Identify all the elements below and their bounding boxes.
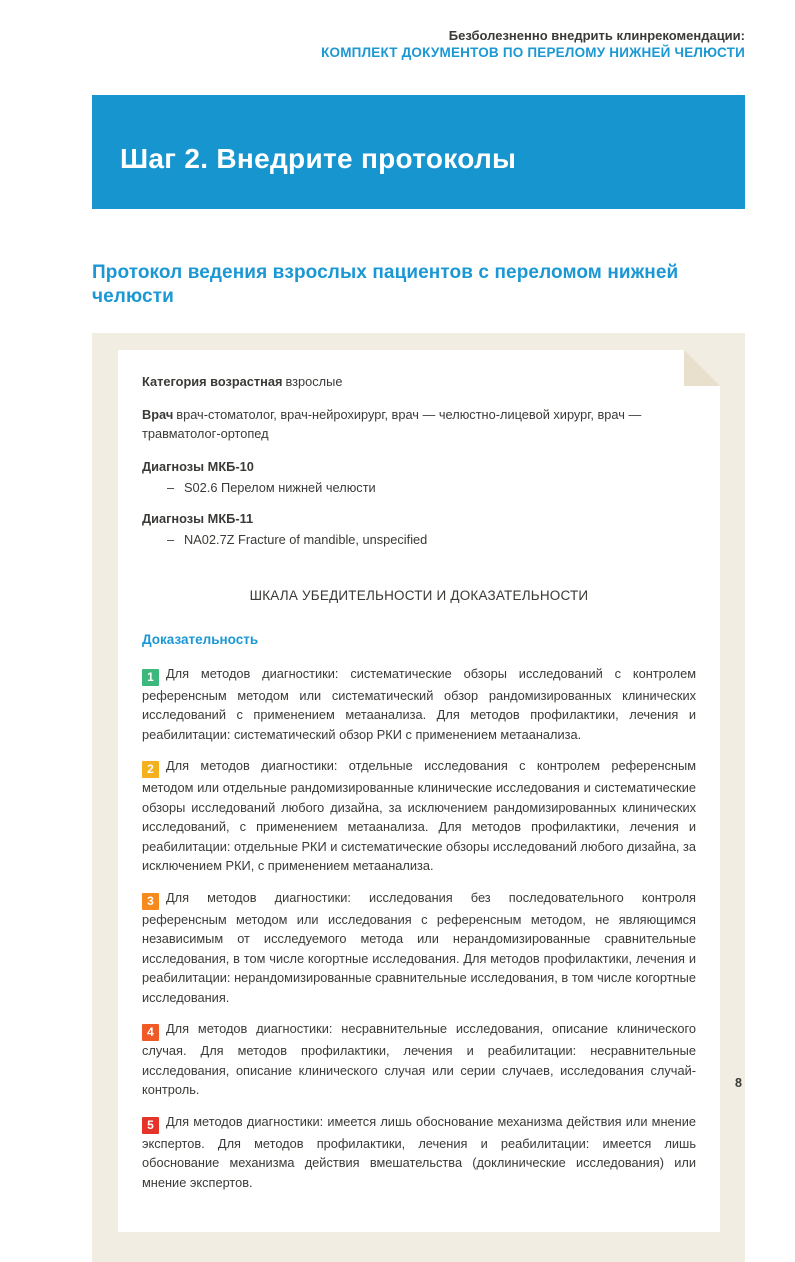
- folded-corner: [684, 350, 720, 386]
- doctor-row: [142, 405, 696, 444]
- icd10-item: [142, 478, 696, 497]
- doctor-label: Врач: [142, 406, 174, 422]
- evidence-level-1: [142, 664, 696, 745]
- icd10-label: Диагнозы МКБ-10: [142, 458, 254, 474]
- level-4-badge: 4: [142, 1024, 159, 1041]
- running-header: [0, 0, 795, 62]
- protocol-card: [118, 350, 720, 1232]
- icd11-item: [142, 530, 696, 549]
- header-subtitle: Безболезненно внедрить клинрекомендации:: [448, 28, 745, 43]
- icd11-item-text: NA02.7Z Fracture of mandible, unspecified: [184, 531, 428, 547]
- level-5-badge: 5: [142, 1117, 159, 1134]
- level-5-text: Для методов диагностики: имеется лишь обоснование механизма действия или мнение экспертов. Для методов профилактики, лечения и реабилитации: имеется лишь обоснование механизма действия вмешательства (доклинические исследования) или мнение экспертов.: [142, 1113, 696, 1190]
- evidence-level-5: [142, 1112, 696, 1193]
- level-3-badge: 3: [142, 893, 159, 910]
- icd10-item-text: S02.6 Перелом нижней челюсти: [184, 479, 376, 495]
- icd10-section: [142, 457, 696, 497]
- level-1-text: Для методов диагностики: систематические обзоры исследований с контролем референсным методом или систематический обзор рандомизированных клинических исследований с применением метаанализа. Для методов профилактики, лечения и реабилитации: систематический обзор РКИ с применением метаанализа.: [142, 665, 696, 742]
- list-dash: –: [167, 531, 175, 547]
- list-dash: –: [167, 479, 175, 495]
- level-3-text: Для методов диагностики: исследования без последовательного контроля референсным методом или исследования с референсным методом, не являющимся независимым от исследуемого метода или нерандомизированные сравнительные исследования, в том числе когортные исследования. Для методов профилактики, лечения и реабилитации: нерандомизированные сравнительные исследования, в том числе когортные исследования.: [142, 889, 696, 1005]
- age-category-label: Категория возрастная: [142, 374, 283, 389]
- header-title: КОМПЛЕКТ ДОКУМЕНТОВ ПО ПЕРЕЛОМУ НИЖНЕЙ ЧЕЛЮСТИ: [321, 45, 745, 60]
- evidence-level-3: [142, 888, 696, 1008]
- icd11-label: Диагнозы МКБ-11: [142, 510, 254, 526]
- age-category-value: взрослые: [285, 374, 343, 389]
- protocol-panel: [92, 333, 745, 1262]
- scale-title: ШКАЛА УБЕДИТЕЛЬНОСТИ И ДОКАЗАТЕЛЬНОСТИ: [249, 587, 589, 603]
- level-4-text: Для методов диагностики: несравнительные исследования, описание клинического случая. Для методов профилактики, лечения и реабилитации: несравнительные исследования, описание клинического случая или серии случаев, исследования случай-контроль.: [142, 1021, 696, 1097]
- age-category-row: [142, 372, 696, 392]
- step-banner-title: Шаг 2. Внедрите протоколы: [120, 143, 517, 174]
- level-2-badge: 2: [142, 761, 159, 778]
- page-number: 8: [735, 1076, 742, 1090]
- step-banner: [92, 95, 745, 209]
- section-title: Протокол ведения взрослых пациентов с переломом нижней челюсти: [92, 262, 679, 307]
- level-2-text: Для методов диагностики: отдельные исследования с контролем референсным методом или отдельные рандомизированные клинические исследования и систематические обзоры исследований любого дизайна, за исключением рандомизированных клинических исследований, с применением метаанализа. Для методов профилактики, лечения и реабилитации: отдельные РКИ и систематические обзоры исследований любого дизайна, за исключением РКИ, с применением метаанализа.: [142, 758, 696, 873]
- evidence-heading: Доказательность: [142, 631, 259, 647]
- doctor-value: врач-стоматолог, врач-нейрохирург, врач — челюстно-лицевой хирург, врач — травматолог-ортопед: [142, 406, 642, 441]
- icd11-section: [142, 509, 696, 549]
- evidence-level-4: [142, 1019, 696, 1100]
- level-1-badge: 1: [142, 669, 159, 686]
- evidence-level-2: [142, 756, 696, 876]
